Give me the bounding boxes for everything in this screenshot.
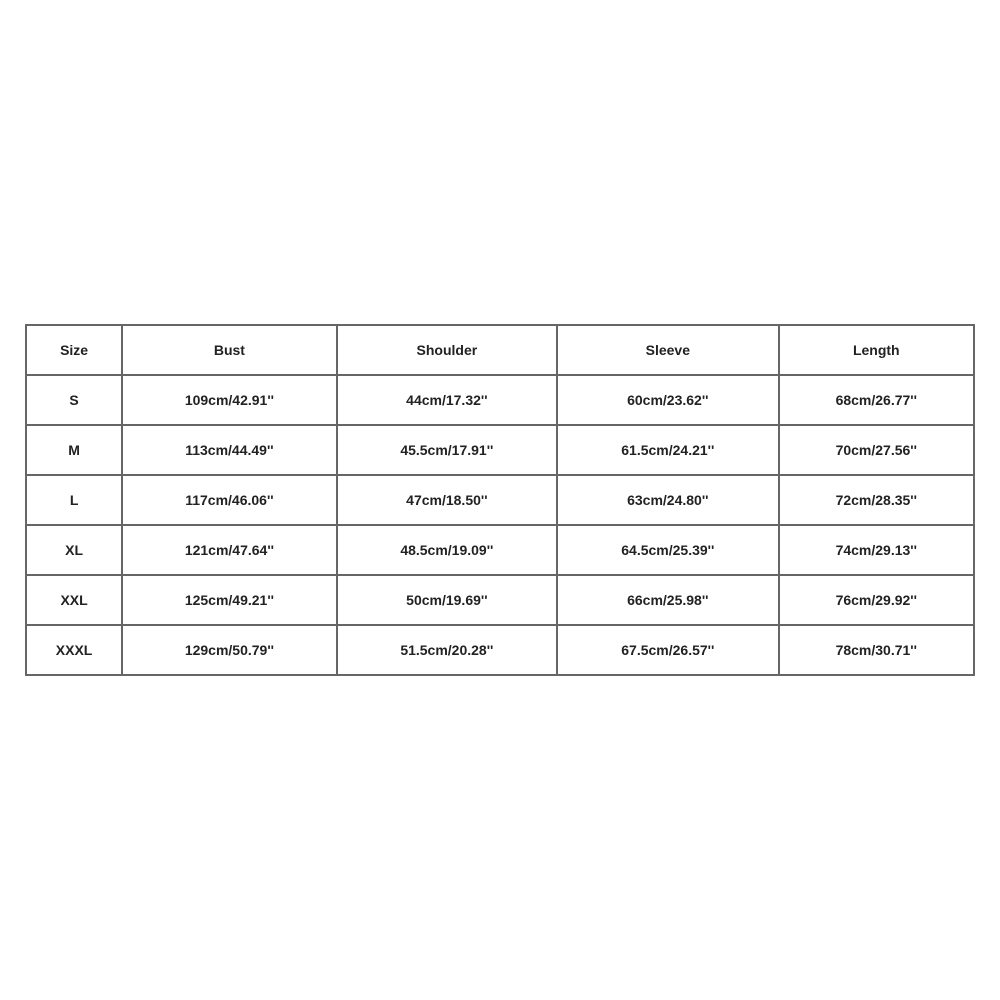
cell-length: 70cm/27.56'' bbox=[779, 425, 974, 475]
header-bust: Bust bbox=[122, 325, 336, 375]
cell-sleeve: 61.5cm/24.21'' bbox=[557, 425, 778, 475]
table-row bbox=[26, 375, 974, 425]
table-row bbox=[26, 475, 974, 525]
cell-bust: 121cm/47.64'' bbox=[122, 525, 336, 575]
cell-size: XXL bbox=[26, 575, 122, 625]
cell-length: 74cm/29.13'' bbox=[779, 525, 974, 575]
cell-sleeve: 63cm/24.80'' bbox=[557, 475, 778, 525]
cell-size: XXXL bbox=[26, 625, 122, 675]
cell-sleeve: 60cm/23.62'' bbox=[557, 375, 778, 425]
cell-bust: 125cm/49.21'' bbox=[122, 575, 336, 625]
table-row bbox=[26, 425, 974, 475]
table-row bbox=[26, 625, 974, 675]
cell-length: 68cm/26.77'' bbox=[779, 375, 974, 425]
cell-bust: 117cm/46.06'' bbox=[122, 475, 336, 525]
cell-size: XL bbox=[26, 525, 122, 575]
table-header bbox=[26, 325, 974, 375]
cell-length: 76cm/29.92'' bbox=[779, 575, 974, 625]
table-body bbox=[26, 375, 974, 675]
cell-size: L bbox=[26, 475, 122, 525]
table-row bbox=[26, 525, 974, 575]
header-sleeve: Sleeve bbox=[557, 325, 778, 375]
cell-shoulder: 44cm/17.32'' bbox=[337, 375, 557, 425]
cell-size: M bbox=[26, 425, 122, 475]
cell-bust: 109cm/42.91'' bbox=[122, 375, 336, 425]
header-size: Size bbox=[26, 325, 122, 375]
size-chart-table bbox=[25, 324, 975, 676]
cell-bust: 113cm/44.49'' bbox=[122, 425, 336, 475]
cell-bust: 129cm/50.79'' bbox=[122, 625, 336, 675]
cell-length: 72cm/28.35'' bbox=[779, 475, 974, 525]
cell-size: S bbox=[26, 375, 122, 425]
cell-sleeve: 66cm/25.98'' bbox=[557, 575, 778, 625]
header-row bbox=[26, 325, 974, 375]
cell-shoulder: 45.5cm/17.91'' bbox=[337, 425, 557, 475]
cell-sleeve: 64.5cm/25.39'' bbox=[557, 525, 778, 575]
header-length: Length bbox=[779, 325, 974, 375]
cell-length: 78cm/30.71'' bbox=[779, 625, 974, 675]
table-row bbox=[26, 575, 974, 625]
cell-sleeve: 67.5cm/26.57'' bbox=[557, 625, 778, 675]
cell-shoulder: 48.5cm/19.09'' bbox=[337, 525, 557, 575]
cell-shoulder: 51.5cm/20.28'' bbox=[337, 625, 557, 675]
header-shoulder: Shoulder bbox=[337, 325, 557, 375]
cell-shoulder: 50cm/19.69'' bbox=[337, 575, 557, 625]
cell-shoulder: 47cm/18.50'' bbox=[337, 475, 557, 525]
